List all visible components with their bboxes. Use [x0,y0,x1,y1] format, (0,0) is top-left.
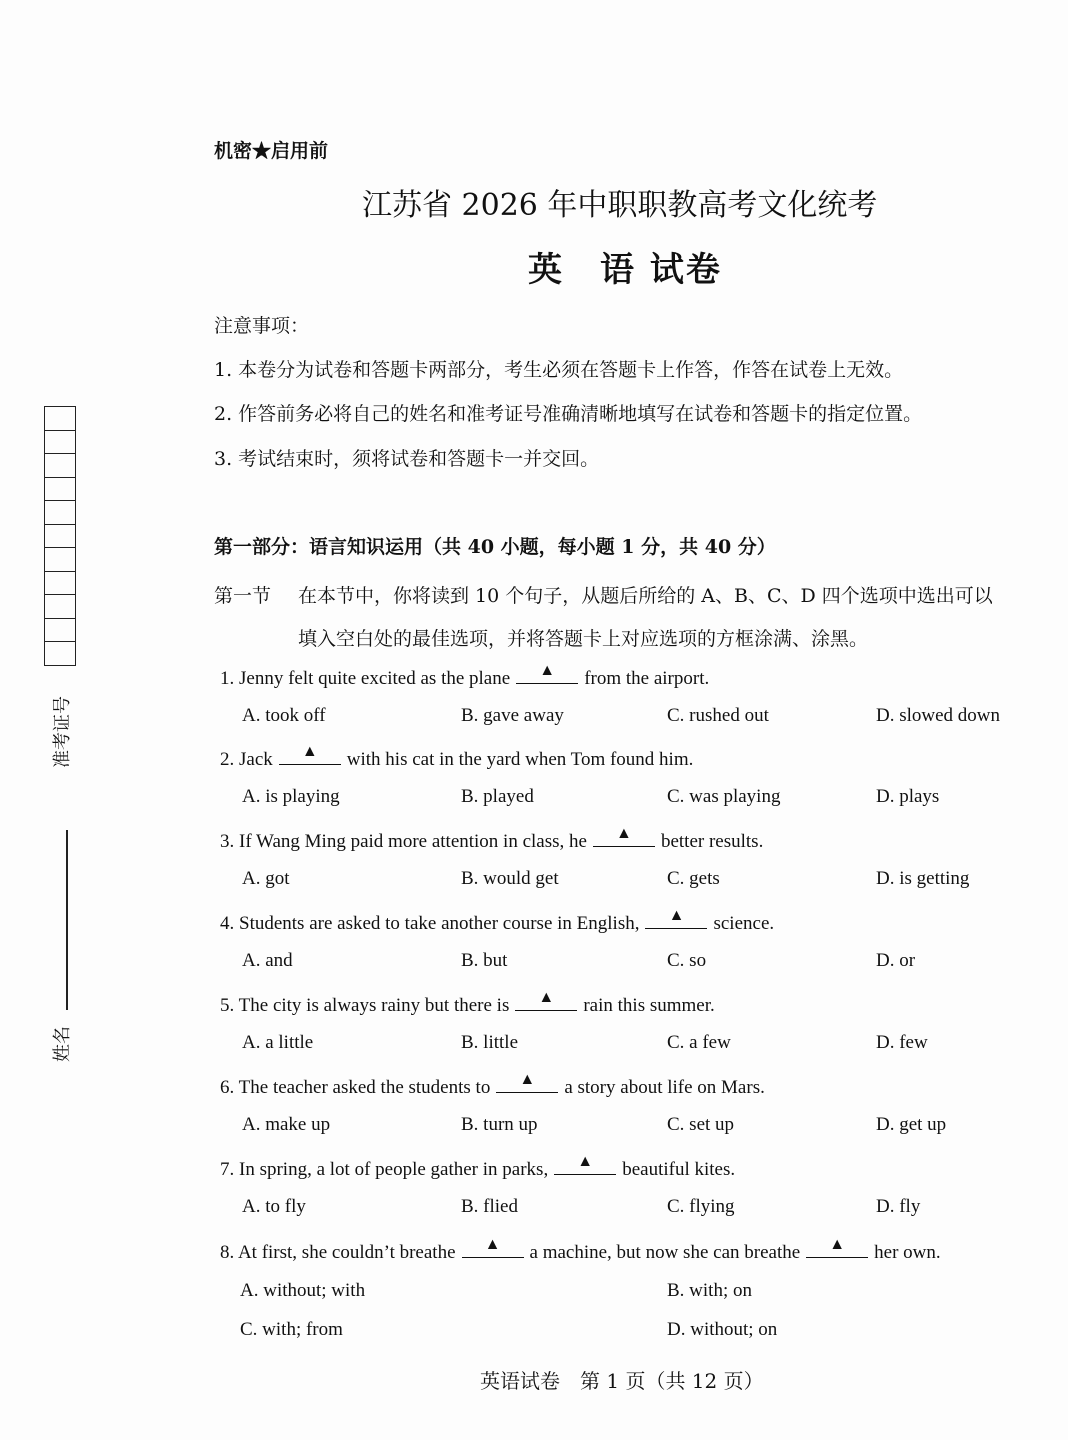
option-b: B. played [461,786,534,807]
option-b: B. flied [461,1196,518,1217]
option-b: B. but [461,950,508,971]
notice-item: 2. 作答前务必将自己的姓名和准考证号准确清晰地填写在试卷和答题卡的指定位置。 [214,403,923,425]
answer-blank [554,1154,616,1175]
triangle-icon: ▲ [538,989,555,1006]
subject-title: 英 语 试卷 [528,250,722,290]
option-d: D. few [876,1032,928,1053]
option-c: C. flying [667,1196,735,1217]
option-a: A. took off [242,705,326,726]
answer-blank [279,744,341,765]
option-b: B. turn up [461,1114,538,1135]
option-d: D. slowed down [876,705,1001,726]
page-footer: 英语试卷 第 1 页（共 12 页） [480,1369,764,1393]
answer-blank [806,1237,868,1258]
question-text: her own. [874,1242,941,1263]
triangle-icon: ▲ [668,907,685,924]
option-c: C. so [667,950,707,971]
exam-id-boxes[interactable] [44,406,76,666]
question-text: 4. Students are asked to take another course in English, [220,913,640,934]
option-a: A. and [242,950,293,971]
question-text: from the airport. [584,668,710,689]
question-text: science. [713,913,775,934]
question-text: a machine, but now she can breathe [529,1242,801,1263]
option-b: B. would get [461,868,559,889]
option-a: A. to fly [242,1196,306,1217]
question-stem [220,826,763,853]
option-d: D. get up [876,1114,947,1135]
section-line: 填入空白处的最佳选项，并将答题卡上对应选项的方框涂满、涂黑。 [298,628,869,650]
question-text: a story about life on Mars. [564,1077,765,1098]
answer-blank [515,990,577,1011]
answer-blank [645,908,707,929]
question-text: 6. The teacher asked the students to [220,1077,491,1098]
option-c: C. rushed out [667,705,769,726]
question-stem [220,908,774,935]
triangle-icon: ▲ [616,825,632,842]
part-title: 第一部分：语言知识运用（共 40 小题，每小题 1 分，共 40 分） [214,536,776,558]
triangle-icon: ▲ [539,662,556,679]
question-stem [220,1154,735,1181]
question-stem [220,990,715,1017]
option-c: C. set up [667,1114,735,1135]
option-d: D. plays [876,786,940,807]
option-a: A. a little [242,1032,314,1053]
confidential-label: 机密★启用前 [214,140,329,162]
answer-blank [593,826,655,847]
answer-blank [462,1237,524,1258]
question-text: 1. Jenny felt quite excited as the plane [220,668,511,689]
triangle-icon: ▲ [829,1236,846,1253]
question-text: rain this summer. [583,995,715,1016]
question-text: better results. [660,831,764,852]
option-c: C. gets [667,868,720,889]
question-text: 7. In spring, a lot of people gather in parks, [220,1159,549,1180]
option-a: A. got [242,868,290,889]
question-text: 2. Jack [220,749,273,770]
exam-id-label: 准考证号 [52,696,73,768]
notice-item: 1. 本卷分为试卷和答题卡两部分，考生必须在答题卡上作答，作答在试卷上无效。 [214,359,904,381]
option-c: C. a few [667,1032,731,1053]
option-b: B. with; on [667,1280,752,1301]
question-text: 5. The city is always rainy but there is [220,995,510,1016]
question-stem [220,663,709,690]
section-line: 在本节中，你将读到 10 个句子，从题后所给的 A、B、C、D 四个选项中选出可以 [298,585,993,607]
question-text: beautiful kites. [622,1159,736,1180]
exam-title: 江苏省 2026 年中职职教高考文化统考 [362,188,878,223]
notice-item: 3. 考试结束时，须将试卷和答题卡一并交回。 [214,448,600,470]
notice-heading: 注意事项： [214,315,310,337]
option-d: D. without; on [667,1319,778,1340]
option-d: D. or [876,950,916,971]
question-text: with his cat in the yard when Tom found him. [346,749,694,770]
question-stem [220,1072,765,1099]
option-a: A. make up [242,1114,331,1135]
answer-blank [516,663,578,684]
option-b: B. gave away [461,705,564,726]
question-stem [220,1237,941,1264]
triangle-icon: ▲ [577,1153,594,1170]
question-text: 3. If Wang Ming paid more attention in class, he [220,831,587,852]
name-label: 姓名 [52,1026,73,1062]
triangle-icon: ▲ [301,743,318,760]
question-text: 8. At first, she couldn’t breathe [220,1242,456,1263]
section-label: 第一节 [214,585,272,607]
option-c: C. was playing [667,786,781,807]
exam-id-line [66,830,68,1010]
option-d: D. is getting [876,868,970,889]
triangle-icon: ▲ [484,1236,501,1253]
option-b: B. little [461,1032,518,1053]
triangle-icon: ▲ [519,1071,536,1088]
option-a: A. is playing [242,786,340,807]
question-stem [220,744,693,771]
answer-blank [496,1072,558,1093]
option-c: C. with; from [240,1319,343,1340]
option-d: D. fly [876,1196,921,1217]
section-instructions [214,575,1044,661]
option-a: A. without; with [240,1280,366,1301]
